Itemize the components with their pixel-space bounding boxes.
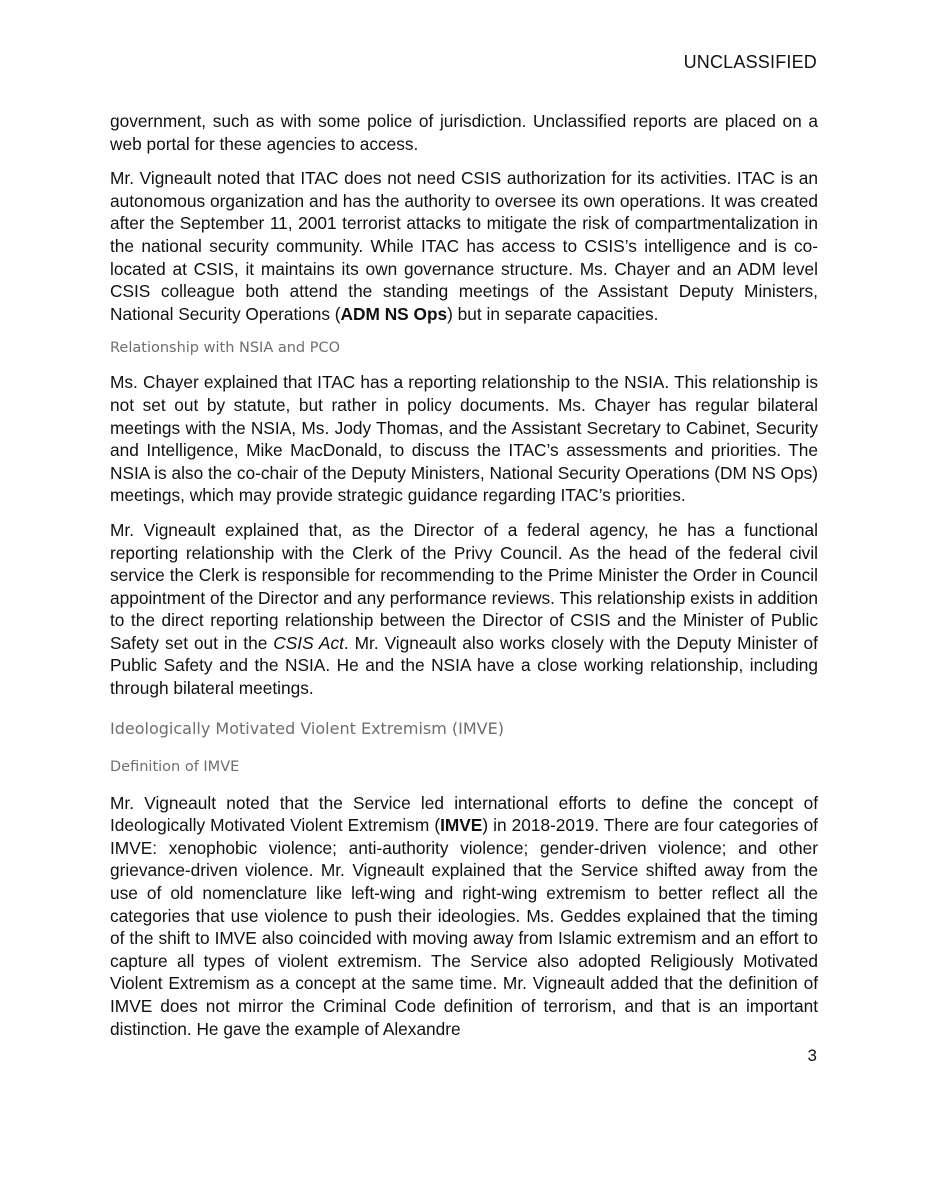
paragraph-clerk-relationship-end: . Mr. Vigneault also works closely with the Deputy Minister of Public Safety and the NSIA. He and the NSIA have a close working relationship, including through bilateral meetings. — [110, 632, 818, 699]
document-body — [110, 110, 818, 1052]
paragraph-itac-autonomy — [110, 167, 818, 325]
paragraph-imve-definition-end: ) in 2018-2019. There are four categories of IMVE: xenophobic violence; anti-authority violence; gender-driven violence; and other grievance-driven violence. Mr. Vigneault explained that the Service shifted away from the use of old nomenclature like left-wing and right-wing extremism to better reflect all the categories that use violence to push their ideologies. Ms. Geddes explained that the timing of the shift to IMVE also coincided with moving away from Islamic extremism and an effort to capture all types of violent extremism. The Service also adopted Religiously Motivated Violent Extremism as a concept at the same time. Mr. Vigneault added that the definition of IMVE does not mirror the Criminal Code definition of terrorism, and that is an important distinction. He gave the example of Alexandre — [110, 815, 818, 1039]
paragraph-itac-autonomy-end: ) but in separate capacities. — [447, 303, 659, 324]
paragraph-imve-definition-text: Mr. Vigneault noted that the Service led international efforts to define the concept of Ideologically Motivated Violent Extremism ( — [110, 792, 818, 836]
paragraph-imve-definition — [110, 792, 818, 1041]
heading-imve: Ideologically Motivated Violent Extremism (IMVE) — [110, 718, 504, 738]
classification-marking: UNCLASSIFIED — [683, 52, 817, 72]
heading-definition-imve: Definition of IMVE — [110, 758, 240, 775]
paragraph-clerk-relationship — [110, 519, 818, 700]
paragraph-web-portal: government, such as with some police of jurisdiction. Unclassified reports are placed on a web portal for these agencies to access. — [110, 111, 818, 154]
paragraph-itac-autonomy-text: Mr. Vigneault noted that ITAC does not need CSIS authorization for its activities. ITAC is an autonomous organization and has the authority to oversee its own operations. It was created after the September 11, 2001 terrorist attacks to mitigate the risk of compartmentalization in the national security community. While ITAC has access to CSIS’s intelligence and is co-located at CSIS, it maintains its own governance structure. Ms. Chayer and an ADM level CSIS colleague both attend the standing meetings of the Assistant Deputy Ministers, National Security Operations ( — [110, 168, 818, 324]
page-number: 3 — [807, 1046, 817, 1065]
acronym-adm-ns-ops: ADM NS Ops — [340, 303, 448, 324]
heading-relationship-nsia-pco: Relationship with NSIA and PCO — [110, 340, 341, 357]
paragraph-reporting-nsia: Ms. Chayer explained that ITAC has a reporting relationship to the NSIA. This relationship is not set out by statute, but rather in policy documents. Ms. Chayer has regular bilateral meetings with the NSIA, Ms. Jody Thomas, and the Assistant Secretary to Cabinet, Security and Intelligence, Mike MacDonald, to discuss the ITAC’s assessments and priorities. The NSIA is also the co-chair of the Deputy Ministers, National Security Operations (DM NS Ops) meetings, which may provide strategic guidance regarding ITAC’s priorities. — [110, 372, 818, 506]
csis-act-reference: CSIS Act — [273, 632, 344, 653]
paragraph-clerk-relationship-text: Mr. Vigneault explained that, as the Director of a federal agency, he has a functional reporting relationship with the Clerk of the Privy Council. As the head of the federal civil service the Clerk is responsible for recommending to the Prime Minister the Order in Council appointment of the Director and any performance reviews. This relationship exists in addition to the direct reporting relationship between the Director of CSIS and the Minister of Public Safety set out in the — [110, 519, 818, 653]
acronym-imve: IMVE — [440, 815, 483, 836]
